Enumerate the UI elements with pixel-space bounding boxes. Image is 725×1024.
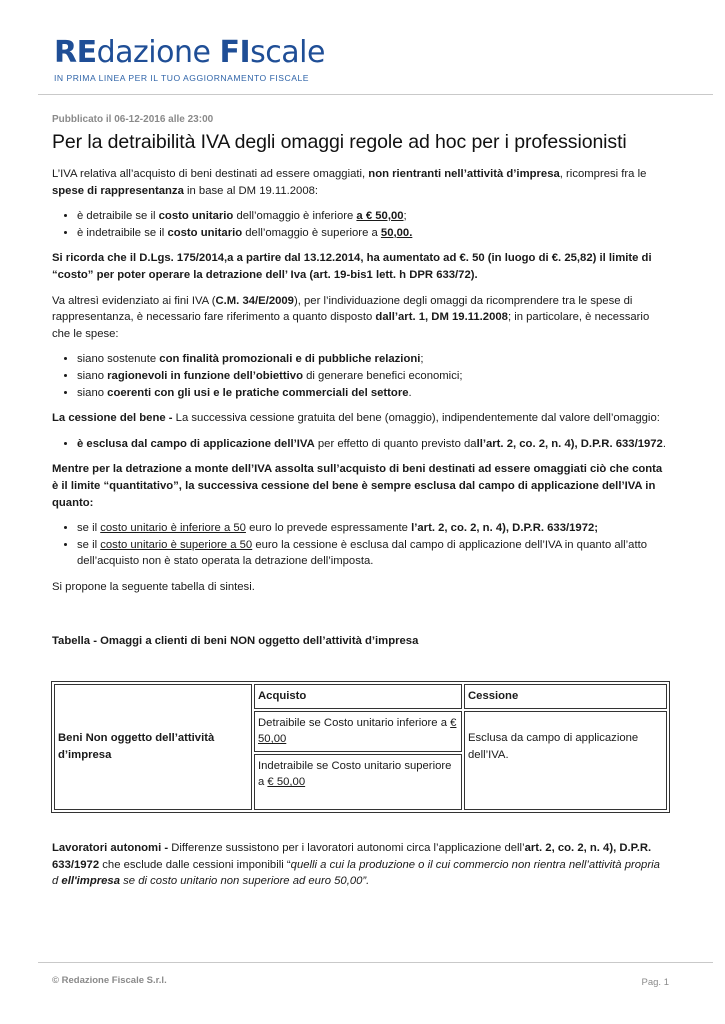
- list-requisiti: [52, 351, 668, 401]
- list-item: • se il costo unitario è inferiore a 50 euro lo prevede espressamente l’art. 2, co. 2, n. 4), D.P.R. 633/1972;: [77, 520, 668, 537]
- list-item: • siano ragionevoli in funzione dell’obiettivo di generare benefici economici;: [77, 368, 668, 385]
- paragraph-intro: L’IVA relativa all’acquisto di beni destinati ad essere omaggiati, non rientranti nell’attività d’impresa, ricompresi fra le spese di rappresentanza in base al DM 19.11.2008:: [52, 168, 647, 197]
- paragraph-dlgs: Si ricorda che il D.Lgs. 175/2014,a a partire dal 13.12.2014, ha aumentato ad €. 50 (in luogo di €. 25,82) il limite di “costo” per poter operare la detrazione dell’ Iva (art. 19-bis1 lett. h DPR 633/72).: [52, 252, 652, 281]
- list-item: • è indetraibile se il costo unitario dell’omaggio è superiore a 50,00.: [77, 225, 668, 242]
- publish-date: Pubblicato il 06-12-2016 alle 23:00: [52, 114, 214, 125]
- table-cell: Detraibile se Costo unitario inferiore a € 50,00: [254, 711, 462, 752]
- footer-copyright: © Redazione Fiscale S.r.l.: [52, 975, 167, 986]
- paragraph-detrazione: Mentre per la detrazione a monte dell’IVA assolta sull’acquisto di beni destinati ad essere omaggiati ciò che conta è il limite “quantitativo”, la successiva cessione del bene è sempre esclusa dal campo di applicazione dell’IVA in quanto:: [52, 463, 663, 509]
- list-item: • siano sostenute con finalità promozionali e di pubbliche relazioni;: [77, 351, 668, 368]
- list-item: • siano coerenti con gli usi e le pratiche commerciali del settore.: [77, 385, 668, 402]
- page-number: Pag. 1: [641, 977, 669, 988]
- list-item: • è detraibile se il costo unitario dell’omaggio è inferiore a € 50,00;: [77, 208, 668, 225]
- site-logo[interactable]: [54, 36, 325, 83]
- paragraph-cm: Va altresì evidenziato ai fini IVA (C.M. 34/E/2009), per l’individuazione degli omaggi da ricomprendere tra le spese di rappresentanza, è necessario fare riferimento a quanto disposto dall’art. 1, DM 19.11.2008; in particolare, è necessario che le spese:: [52, 294, 650, 340]
- paragraph-lavoratori: Lavoratori autonomi - Differenze sussistono per i lavoratori autonomi circa l’applicazione dell’art. 2, co. 2, n. 4), D.P.R. 633/1972 che esclude dalle cessioni imponibili “quelli a cui la produzione o il cui commercio non rientra nell’attività propria d ell'impresa se di costo unitario non superiore ad euro 50,00”.: [52, 842, 660, 888]
- table-cell: Indetraibile se Costo unitario superiore a € 50,00: [254, 754, 462, 810]
- table-header: Cessione: [464, 684, 667, 709]
- article-title: Per la detraibilità IVA degli omaggi regole ad hoc per i professionisti: [52, 131, 627, 153]
- paragraph-tabella-intro: Si propone la seguente tabella di sintesi.: [52, 580, 255, 593]
- article-body: [52, 130, 668, 899]
- table-cell: Beni Non oggetto dell’attività d’impresa: [54, 684, 252, 810]
- summary-table: [51, 681, 670, 813]
- table-header: Acquisto: [254, 684, 462, 709]
- list-costo: [52, 520, 668, 570]
- list-item: • se il costo unitario è superiore a 50 euro la cessione è esclusa dal campo di applicazione dell’IVA in quanto all’atto dell’acquisto non è stato operata la detrazione dell’imposta.: [77, 537, 668, 570]
- table-row: [54, 684, 667, 709]
- list-cessione: [52, 436, 668, 453]
- table-title: Tabella - Omaggi a clienti di beni NON oggetto dell’attività d’impresa: [52, 635, 419, 648]
- paragraph-cessione: La cessione del bene - La successiva cessione gratuita del bene (omaggio), indipendentemente dal valore dell’omaggio:: [52, 412, 660, 425]
- logo-tagline: IN PRIMA LINEA PER IL TUO AGGIORNAMENTO FISCALE: [54, 73, 309, 83]
- list-item: • è esclusa dal campo di applicazione dell’IVA per effetto di quanto previsto dall’art. 2, co. 2, n. 4), D.P.R. 633/1972.: [77, 436, 668, 453]
- list-detraibilita: [52, 208, 668, 241]
- header-divider: [38, 94, 713, 95]
- logo-wordmark: REdazione FIscale: [54, 35, 325, 70]
- footer-divider: [38, 962, 713, 963]
- table-cell: Esclusa da campo di applicazione dell’IVA.: [464, 711, 667, 810]
